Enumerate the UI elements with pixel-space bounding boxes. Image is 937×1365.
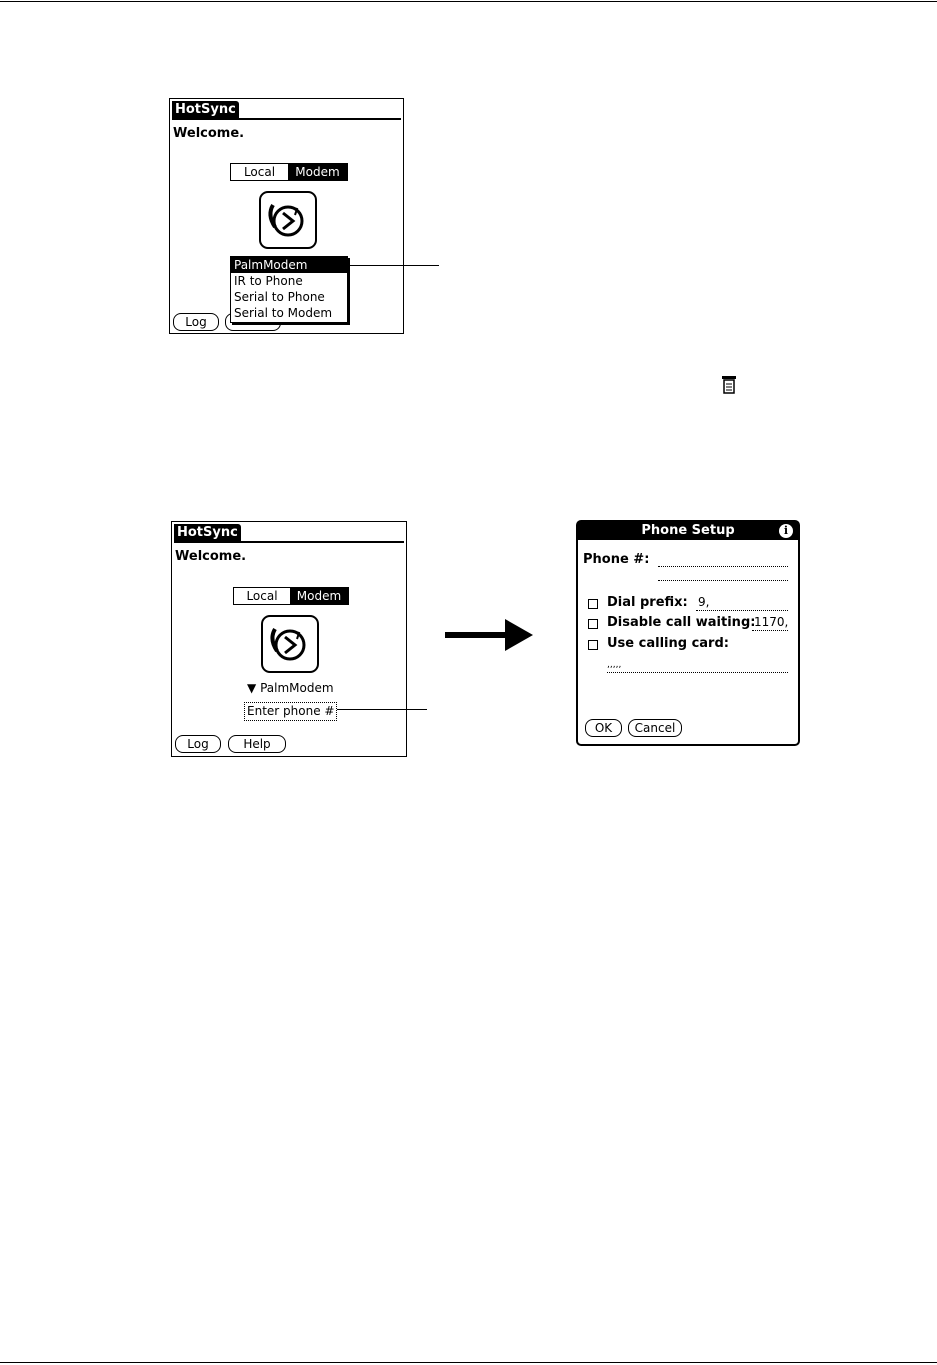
menu-item-serial-to-modem[interactable]: Serial to Modem <box>234 306 333 320</box>
hotsync-icon[interactable] <box>259 191 317 249</box>
disable-call-waiting-value[interactable]: 1170, <box>754 615 789 629</box>
app-title: HotSync <box>174 524 241 541</box>
calling-card-value[interactable]: ,,,,, <box>607 660 622 670</box>
app-title: HotSync <box>172 101 239 118</box>
cancel-button[interactable]: Cancel <box>628 719 682 737</box>
hotsync-icon[interactable] <box>261 615 319 673</box>
hotsync-screen-phone <box>171 521 407 757</box>
arrow-right-icon <box>445 617 535 653</box>
phone-setup-dialog <box>576 520 800 746</box>
ok-button[interactable]: OK <box>585 719 622 737</box>
modem-type-menu <box>230 256 348 323</box>
welcome-text: Welcome. <box>175 549 247 564</box>
modem-picker-label: PalmModem <box>260 681 334 695</box>
disable-call-waiting-checkbox[interactable] <box>588 619 598 629</box>
call-waiting-field-line <box>752 630 788 631</box>
phone-number-label: Phone #: <box>583 552 650 567</box>
menu-item-serial-to-phone[interactable]: Serial to Phone <box>234 290 325 304</box>
info-icon[interactable]: i <box>779 524 793 538</box>
modem-picker[interactable] <box>247 681 334 695</box>
phone-number-field-line1[interactable] <box>658 566 788 567</box>
connection-selector <box>230 163 348 181</box>
help-button[interactable]: Help <box>228 735 286 753</box>
bottom-rule <box>0 1362 937 1363</box>
title-underline <box>172 118 401 120</box>
dial-prefix-checkbox[interactable] <box>588 599 598 609</box>
enter-phone-field[interactable]: Enter phone # <box>244 702 337 721</box>
top-rule <box>0 1 937 2</box>
disable-call-waiting-label: Disable call waiting: <box>607 615 756 630</box>
hotsync-screen-menu <box>169 98 404 334</box>
dial-prefix-value[interactable]: 9, <box>698 595 710 609</box>
dial-prefix-label: Dial prefix: <box>607 595 688 610</box>
modem-segment[interactable]: Modem <box>290 588 348 604</box>
menu-callout-line <box>347 265 439 266</box>
phone-field-callout-line <box>337 709 427 710</box>
menu-item-palmmodem[interactable]: PalmModem <box>231 257 347 273</box>
log-button[interactable]: Log <box>175 735 221 753</box>
calling-card-label: Use calling card: <box>607 636 729 651</box>
connection-selector <box>233 587 349 605</box>
title-underline <box>174 541 404 543</box>
calling-card-field-line <box>607 672 788 673</box>
calling-card-checkbox[interactable] <box>588 640 598 650</box>
dialog-title: Phone Setup <box>578 522 798 540</box>
dial-prefix-field-line <box>696 610 788 611</box>
phone-number-field-line2[interactable] <box>658 580 788 581</box>
log-button[interactable]: Log <box>173 313 219 331</box>
menu-icon <box>720 376 738 394</box>
local-segment[interactable]: Local <box>231 164 288 180</box>
welcome-text: Welcome. <box>173 126 245 141</box>
modem-segment[interactable]: Modem <box>288 164 347 180</box>
triangle-down-icon: ▼ <box>247 681 257 695</box>
local-segment[interactable]: Local <box>234 588 290 604</box>
menu-item-ir-to-phone[interactable]: IR to Phone <box>234 274 303 288</box>
